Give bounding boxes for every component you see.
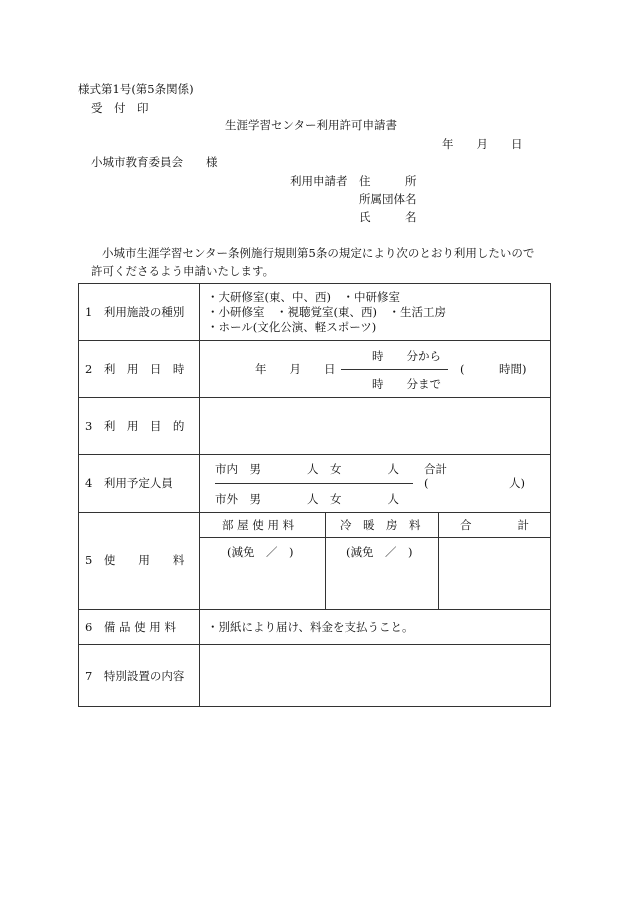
usage-date: 年 月 日 — [255, 362, 336, 376]
heating-fee-header: 冷 暖 房 料 — [340, 518, 421, 532]
room-fee-header: 部 屋 使 用 料 — [222, 518, 295, 532]
form-number: 様式第1号(第5条関係) — [78, 82, 194, 96]
usage-hours: ( 時間) — [460, 362, 527, 376]
special-label: 7 特別設置の内容 — [85, 669, 185, 683]
room-fee-exemption: (減免 ／ ) — [227, 545, 294, 559]
datetime-label: 2 利 用 日 時 — [85, 362, 185, 376]
applicant-name-label: 氏 名 — [359, 210, 417, 224]
heating-fee-exemption: (減免 ／ ) — [346, 545, 413, 559]
row-datetime — [79, 341, 550, 398]
facility-option-line-1: ・大研修室(東、中、西) ・中研修室 — [207, 290, 400, 304]
special-field — [200, 645, 550, 706]
date-line: 年 月 日 — [442, 137, 523, 151]
fee-col-divider-1 — [325, 513, 326, 609]
end-time: 時 分まで — [372, 377, 441, 391]
equipment-label: 6 備 品 使 用 料 — [85, 620, 176, 634]
addressee: 小城市教育委員会 様 — [91, 155, 218, 169]
row-fee — [79, 513, 550, 610]
facility-options — [200, 284, 550, 340]
start-time: 時 分から — [372, 349, 441, 363]
facility-option-line-3: ・ホール(文化公演、軽スポーツ) — [207, 320, 377, 334]
fee-label: 5 使 用 料 — [85, 553, 185, 567]
form-title: 生涯学習センター利用許可申請書 — [225, 118, 398, 132]
row-facility — [79, 284, 550, 341]
people-inside-city: 市内 男 人 女 人 — [215, 462, 399, 476]
fee-header-divider — [200, 537, 550, 538]
row-people — [79, 455, 550, 513]
equipment-note: ・別紙により届け、料金を支払うこと。 — [207, 620, 414, 634]
total-fee-header: 合 計 — [460, 518, 529, 532]
purpose-field — [200, 398, 550, 454]
applicant-role-label: 利用申請者 — [290, 174, 348, 188]
people-label: 4 利用予定人員 — [85, 476, 173, 490]
time-divider — [341, 369, 448, 370]
applicant-group-label: 所属団体名 — [359, 192, 417, 206]
row-equipment — [79, 610, 550, 645]
intro-line-1: 小城市生涯学習センター条例施行規則第5条の規定により次のとおり利用したいので — [102, 246, 535, 260]
row-special — [79, 645, 550, 706]
people-divider — [215, 483, 413, 484]
intro-line-2: 許可くださるよう申請いたします。 — [91, 264, 275, 278]
applicant-address-label: 住 所 — [359, 174, 417, 188]
purpose-label: 3 利 用 目 的 — [85, 419, 185, 433]
people-total-label: 合計 — [424, 462, 447, 476]
facility-option-line-2: ・小研修室 ・視聴覚室(東、西) ・生活工房 — [207, 305, 446, 319]
receipt-stamp-label: 受 付 印 — [91, 101, 149, 115]
people-total-value: ( 人) — [424, 476, 525, 490]
people-outside-city: 市外 男 人 女 人 — [215, 492, 399, 506]
row-purpose — [79, 398, 550, 455]
fee-col-divider-2 — [438, 513, 439, 609]
facility-label: 1 利用施設の種別 — [85, 305, 185, 319]
application-table — [78, 283, 551, 707]
